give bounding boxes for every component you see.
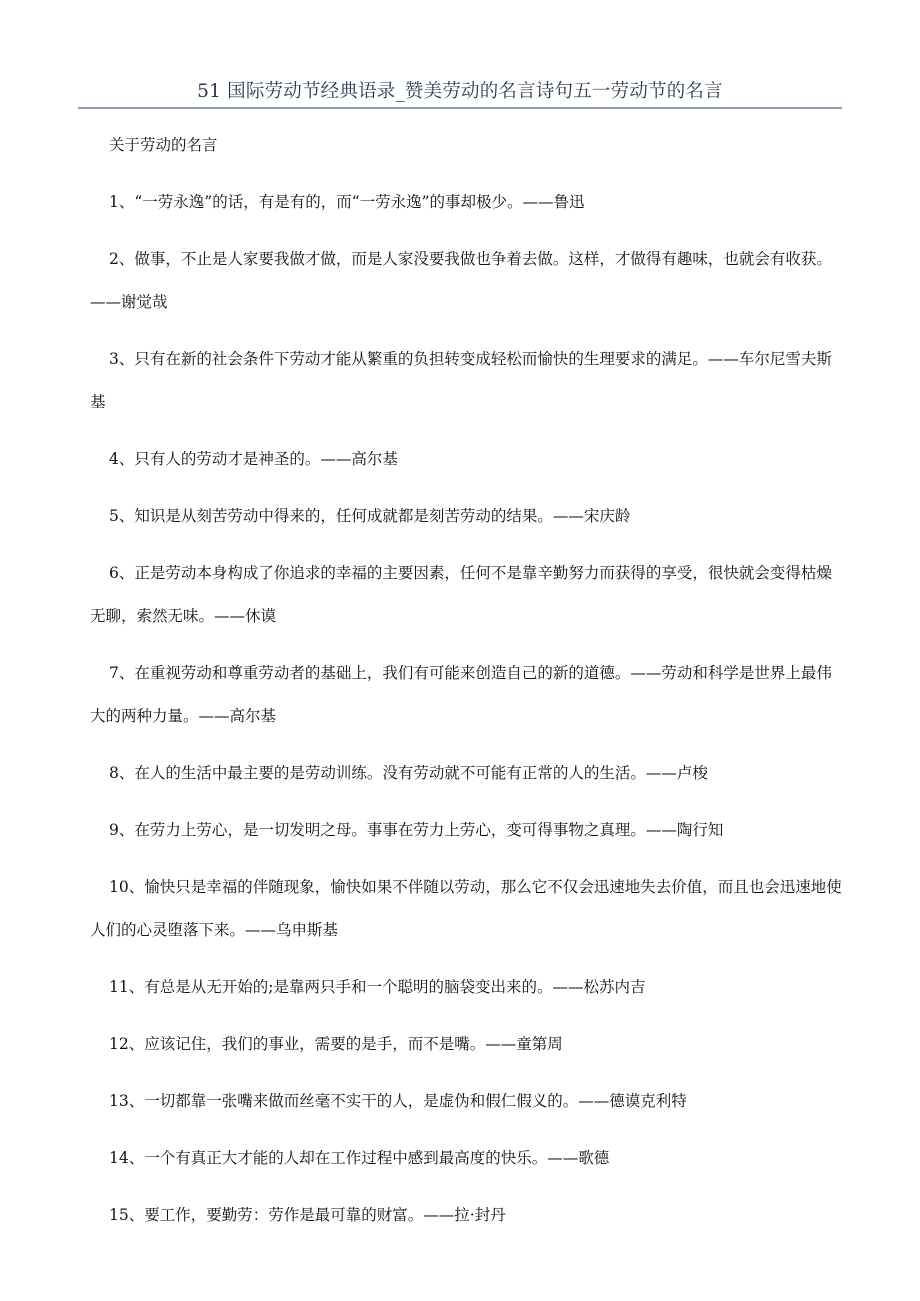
quote-paragraph: 4、只有人的劳动才是神圣的。——高尔基 xyxy=(109,450,398,468)
section-heading: 关于劳动的名言 xyxy=(109,136,218,154)
quote-paragraph: 3、只有在新的社会条件下劳动才能从繁重的负担转变成轻松而愉快的生理要求的满足。——车尔尼雪夫斯基 xyxy=(90,350,832,411)
quote-paragraph: 5、知识是从刻苦劳动中得来的，任何成就都是刻苦劳动的结果。——宋庆龄 xyxy=(109,507,631,525)
quote-paragraph: 2、做事，不止是人家要我做才做，而是人家没要我做也争着去做。这样，才做得有趣味，也就会有收获。——谢觉哉 xyxy=(90,250,832,311)
document-title: 51 国际劳动节经典语录_赞美劳动的名言诗句五一劳动节的名言 xyxy=(197,81,723,102)
quote-paragraph: 15、要工作，要勤劳：劳作是最可靠的财富。——拉·封丹 xyxy=(109,1206,506,1224)
quote-paragraph: 12、应该记住，我们的事业，需要的是手，而不是嘴。——童第周 xyxy=(109,1035,563,1053)
quote-paragraph: 8、在人的生活中最主要的是劳动训练。没有劳动就不可能有正常的人的生活。——卢梭 xyxy=(109,764,708,782)
quote-paragraph: 11、有总是从无开始的;是靠两只手和一个聪明的脑袋变出来的。——松苏内吉 xyxy=(109,978,646,996)
quote-paragraph: 14、一个有真正大才能的人却在工作过程中感到最高度的快乐。——歌德 xyxy=(109,1149,610,1167)
document-body xyxy=(90,124,842,1251)
quote-paragraph: 7、在重视劳动和尊重劳动者的基础上，我们有可能来创造自己的新的道德。——劳动和科学是世界上最伟大的两种力量。——高尔基 xyxy=(90,664,832,725)
quote-paragraph: 10、愉快只是幸福的伴随现象，愉快如果不伴随以劳动，那么它不仅会迅速地失去价值，而且也会迅速地使人们的心灵堕落下来。——乌申斯基 xyxy=(90,878,842,939)
quote-paragraph: 9、在劳力上劳心，是一切发明之母。事事在劳力上劳心，变可得事物之真理。——陶行知 xyxy=(109,821,724,839)
header-divider xyxy=(78,107,842,109)
quote-paragraph: 6、正是劳动本身构成了你追求的幸福的主要因素，任何不是靠辛勤努力而获得的享受，很快就会变得枯燥无聊，索然无味。——休谟 xyxy=(90,564,832,625)
quote-paragraph: 1、“一劳永逸”的话，有是有的，而“一劳永逸”的事却极少。——鲁迅 xyxy=(109,193,585,211)
quote-paragraph: 13、一切都靠一张嘴来做而丝毫不实干的人，是虚伪和假仁假义的。——德谟克利特 xyxy=(109,1092,687,1110)
